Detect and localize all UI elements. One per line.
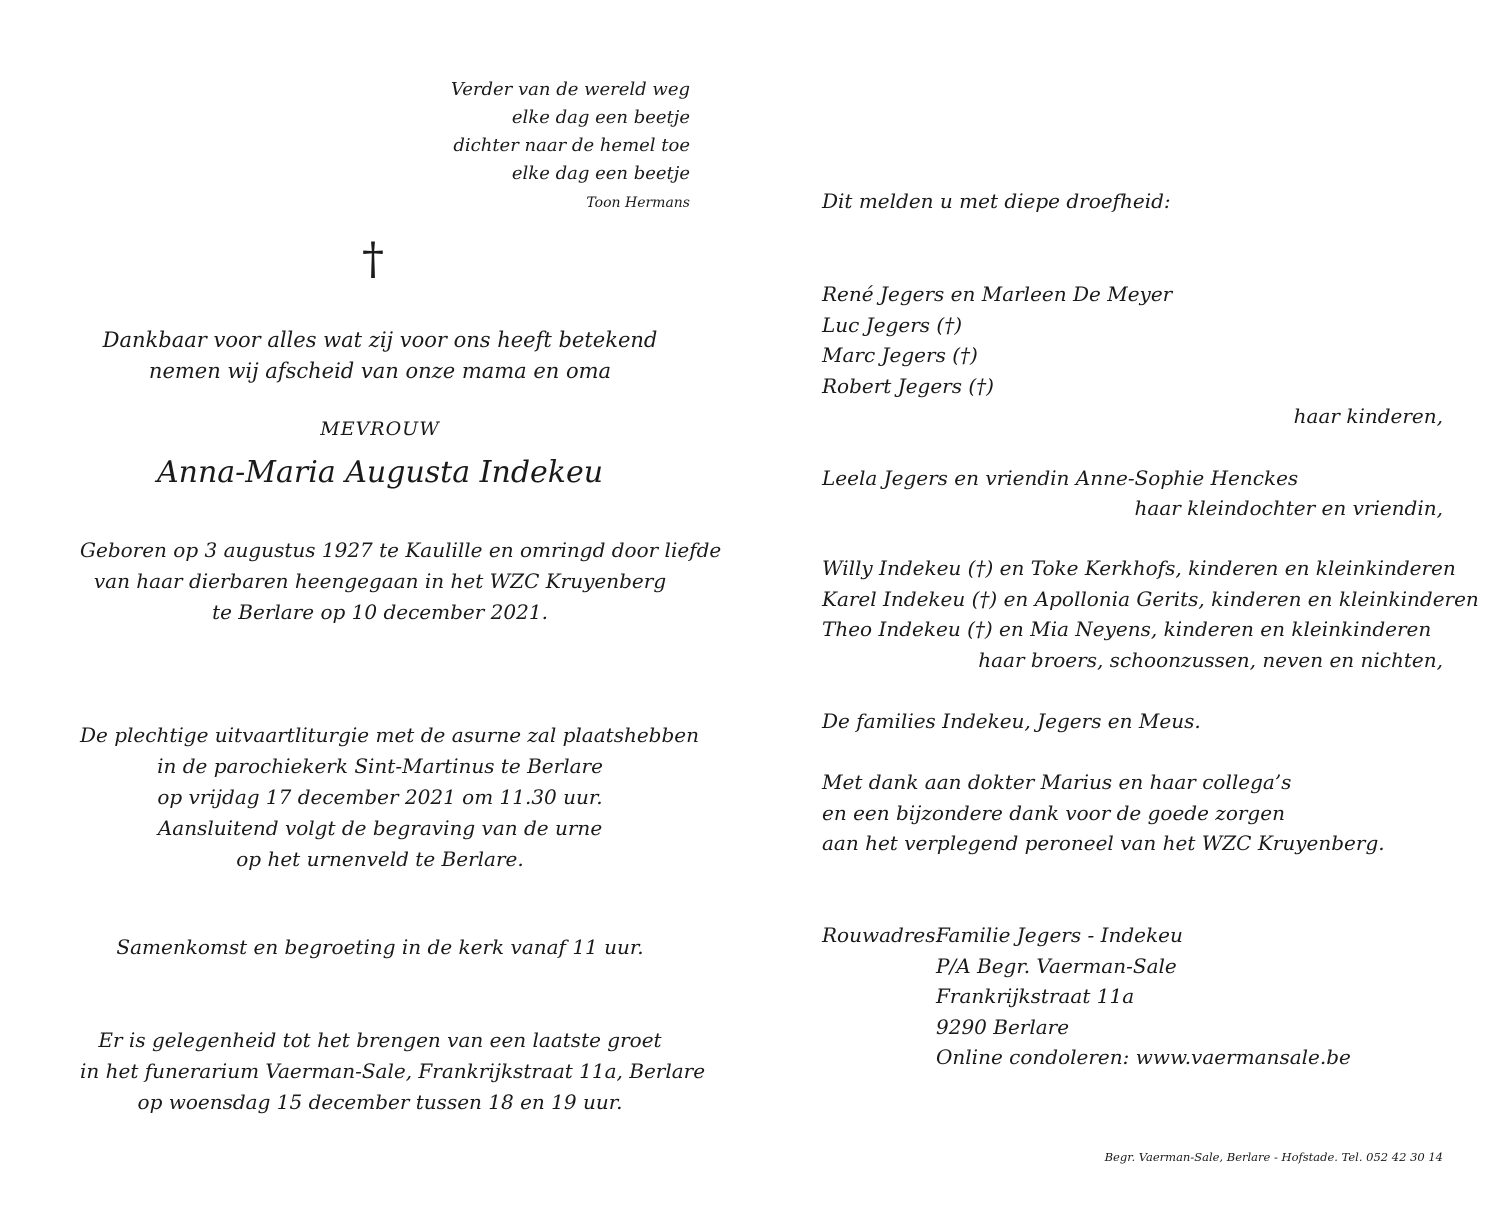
printer-footer: Begr. Vaerman-Sale, Berlare - Hofstade. Tel. 052 42 30 14 [1104, 1150, 1443, 1164]
visitation-text [80, 1025, 706, 1118]
poem-line: elke dag een beetje [511, 163, 690, 184]
list-item: Robert Jegers (†) [822, 373, 994, 398]
poem-line: dichter naar de hemel toe [453, 135, 690, 156]
birth-death-line: Geboren op 3 augustus 1927 te Kaulille en omringd door liefde [80, 538, 722, 562]
deceased-name: Anna-Maria Augusta Indekeu [156, 455, 604, 490]
address-line: P/A Begr. Vaerman-Sale [936, 953, 1177, 978]
address-line: Online condoleren: www.vaermansale.be [936, 1045, 1351, 1069]
children-role: haar kinderen, [1293, 404, 1443, 428]
thanks-line: aan het verplegend peroneel van het WZC Kruyenberg. [822, 831, 1385, 855]
list-item: Luc Jegers (†) [822, 312, 962, 337]
list-item: René Jegers en Marleen De Meyer [822, 282, 1173, 306]
visitation-line: in het funerarium Vaerman-Sale, Frankrijkstraat 11a, Berlare [80, 1059, 706, 1083]
address-lines [936, 920, 1351, 1073]
list-item: Marc Jegers (†) [822, 343, 978, 367]
thanks-line: en een bijzondere dank voor de goede zorgen [822, 800, 1285, 825]
list-item: Karel Indekeu (†) en Apollonia Gerits, kinderen en kleinkinderen [822, 586, 1479, 611]
address-line: Familie Jegers - Indekeu [936, 923, 1183, 947]
poem [451, 76, 690, 218]
grandchild: Leela Jegers en vriendin Anne-Sophie Henckes [822, 466, 1299, 490]
thanks-line: Met dank aan dokter Marius en haar collega’s [822, 770, 1292, 794]
liturgy-line: op het urnenveld te Berlare. [236, 847, 524, 871]
intro-text [80, 325, 680, 387]
cross-icon: † [362, 234, 384, 285]
intro-line: nemen wij afscheid van onze mama en oma [148, 359, 612, 383]
meeting-text: Samenkomst en begroeting in de kerk vanaf 11 uur. [116, 935, 644, 959]
birth-death-line: van haar dierbaren heengegaan in het WZC Kruyenberg [93, 569, 667, 593]
address-label: Rouwadres: [822, 923, 943, 947]
liturgy-line: op vrijdag 17 december 2021 om 11.30 uur. [157, 785, 603, 809]
children-list [822, 279, 1172, 401]
grandchild-role: haar kleindochter en vriendin, [1134, 496, 1443, 520]
families: De families Indekeu, Jegers en Meus. [822, 709, 1201, 733]
liturgy-line: Aansluitend volgt de begraving van de urne [157, 816, 603, 840]
list-item: Willy Indekeu (†) en Toke Kerkhofs, kinderen en kleinkinderen [822, 556, 1456, 580]
birth-death-text [80, 535, 722, 628]
liturgy-line: in de parochiekerk Sint-Martinus te Berlare [157, 754, 603, 778]
address-line: 9290 Berlare [936, 1014, 1070, 1039]
liturgy-text [80, 720, 699, 875]
poem-line: elke dag een beetje [511, 107, 690, 128]
announcement: Dit melden u met diepe droefheid: [822, 189, 1171, 213]
thanks-text [822, 767, 1385, 859]
visitation-line: Er is gelegenheid tot het brengen van een laatste groet [98, 1028, 662, 1052]
siblings-role: haar broers, schoonzussen, neven en nichten, [978, 648, 1443, 672]
visitation-line: op woensdag 15 december tussen 18 en 19 uur. [137, 1090, 623, 1114]
birth-death-line: te Berlare op 10 december 2021. [212, 600, 548, 624]
siblings-list [822, 553, 1479, 645]
poem-author: Toon Hermans [586, 195, 690, 211]
liturgy-line: De plechtige uitvaartliturgie met de asurne zal plaatshebben [80, 723, 699, 747]
intro-line: Dankbaar voor alles wat zij voor ons heeft betekend [102, 328, 658, 352]
poem-line: Verder van de wereld weg [450, 79, 690, 100]
list-item: Theo Indekeu (†) en Mia Neyens, kinderen en kleinkinderen [822, 617, 1432, 641]
address-line: Frankrijkstraat 11a [936, 984, 1135, 1008]
honorific: MEVROUW [320, 418, 440, 440]
